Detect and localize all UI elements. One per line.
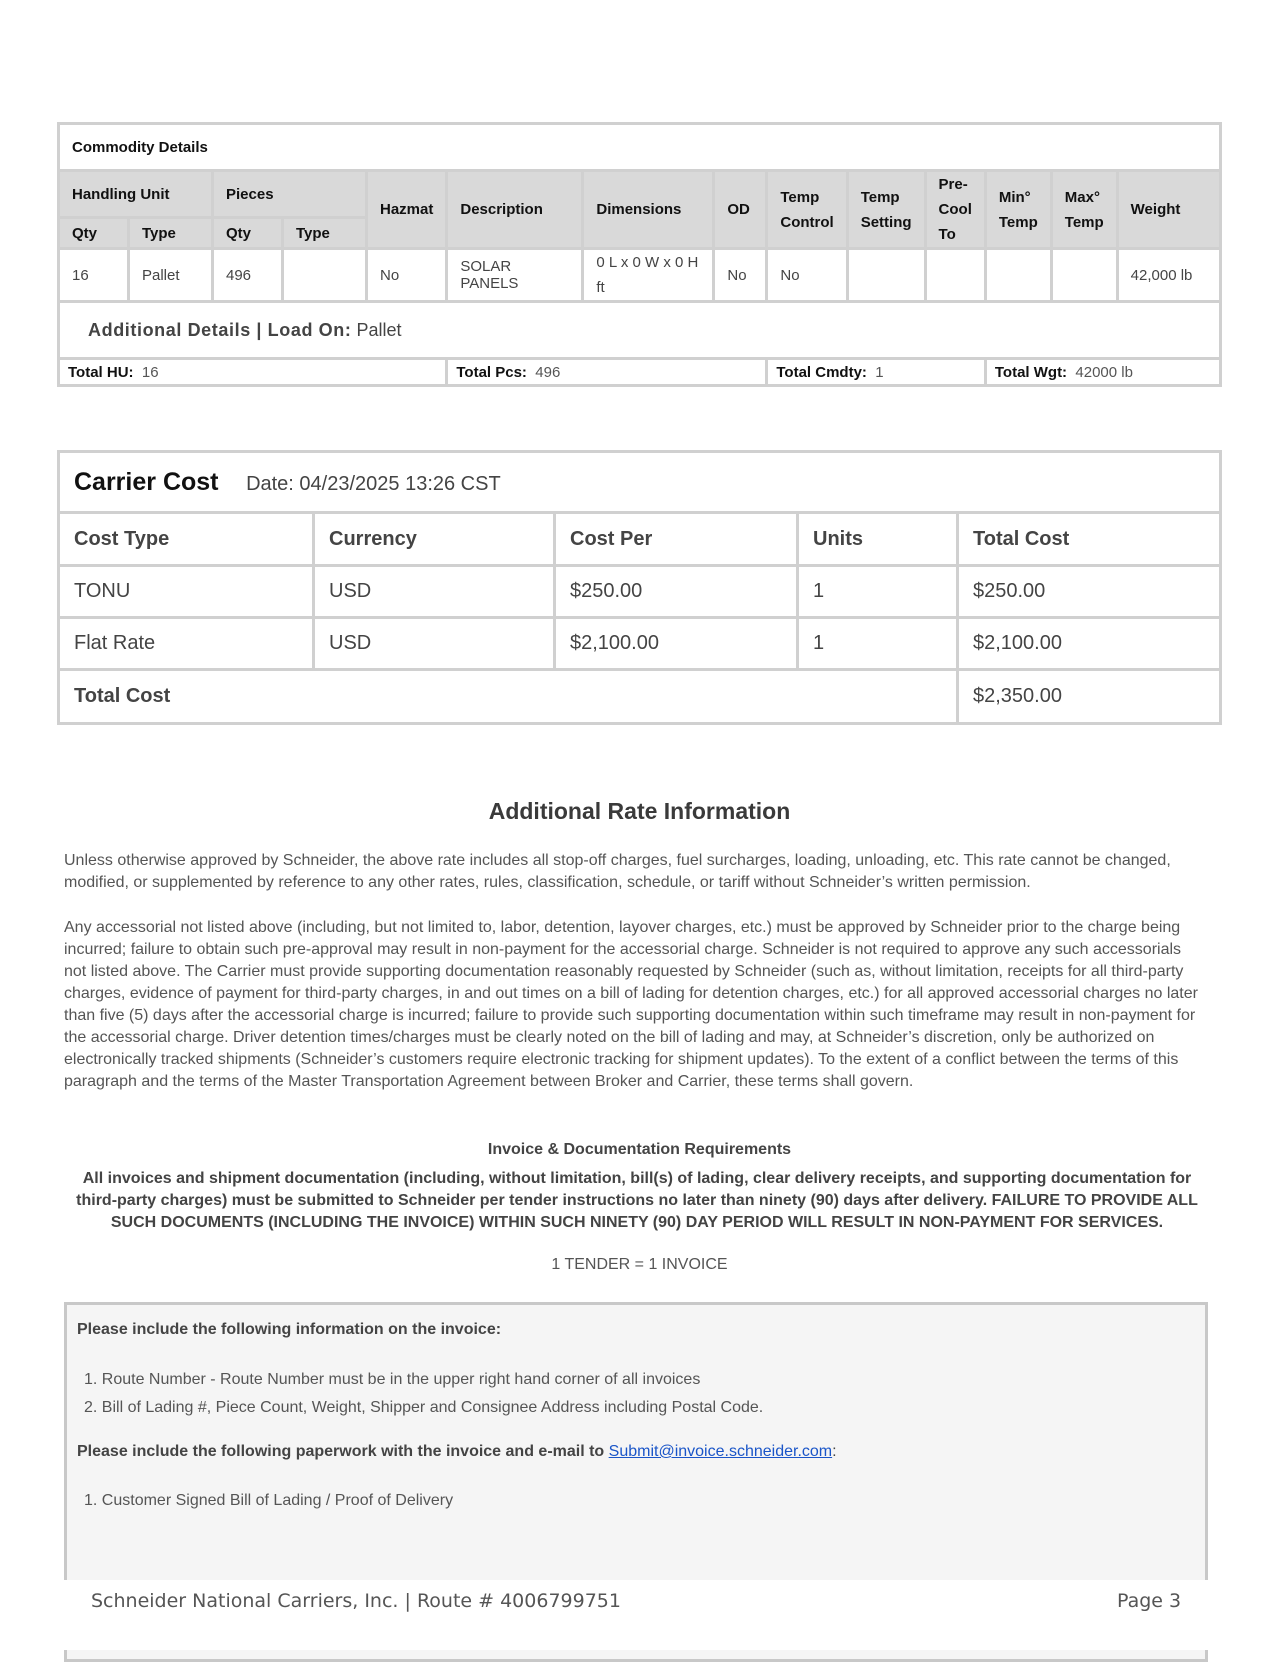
hu-qty-cell: 16: [59, 249, 129, 302]
rate-info-paragraph-1: Unless otherwise approved by Schneider, the above rate includes all stop-off charges, fuel surcharges, loading, unloading, etc. This rate cannot be changed, modified, or supplemented by reference to any other rates, rules, classification, schedule, or tariff without Schneider’s written permission.: [64, 852, 1171, 891]
page-footer: [0, 1580, 1275, 1650]
total-cost-label: Total Cost: [59, 670, 958, 724]
units-cell: 1: [798, 566, 958, 618]
header-max-temp: Max° Temp: [1051, 171, 1117, 249]
description-cell: SOLAR PANELS: [447, 249, 583, 302]
total-hu: Total HU: 16: [59, 359, 447, 386]
carrier-cost-table: [57, 450, 1222, 725]
rate-info-heading: Additional Rate Information: [488, 798, 791, 824]
commodity-details-table: [57, 122, 1222, 387]
currency-cell: USD: [314, 618, 555, 670]
carrier-cost-date: Date: 04/23/2025 13:26 CST: [246, 472, 501, 495]
carrier-cost-header: [59, 452, 1221, 513]
currency-cell: USD: [314, 566, 555, 618]
tender-invoice-line: 1 TENDER = 1 INVOICE: [551, 1256, 728, 1273]
col-cost-per: Cost Per: [555, 513, 798, 566]
commodity-title: Commodity Details: [59, 124, 1221, 171]
total-cmdty: Total Cmdty: 1: [767, 359, 986, 386]
header-pre-cool-to: Pre- Cool To: [925, 171, 985, 249]
table-row: [59, 566, 1221, 618]
list-item: 2. Bill of Lading #, Piece Count, Weight, Shipper and Consignee Address including Postal Code.: [84, 1399, 764, 1416]
header-pcs-type: Type: [283, 218, 367, 249]
weight-cell: 42,000 lb: [1117, 249, 1220, 302]
header-hazmat: Hazmat: [367, 171, 447, 249]
total-cost-cell: $250.00: [958, 566, 1221, 618]
list-item: 1. Customer Signed Bill of Lading / Proof of Delivery: [84, 1492, 454, 1509]
header-pieces: Pieces: [213, 171, 367, 218]
header-temp-control: Temp Control: [767, 171, 847, 249]
units-cell: 1: [798, 618, 958, 670]
invoice-requirements-text: All invoices and shipment documentation (including, without limitation, bill(s) of lading, clear delivery receipts, and supporting documentation for third-party charges) must be submitted to Schneider per tender instructions no later than ninety (90) days after delivery. FAILURE TO PROVIDE ALL SUCH DOCUMENTS (INCLUDING THE INVOICE) WITHIN SUCH NINETY (90) DAY PERIOD WILL RESULT IN NON-PAYMENT FOR SERVICES.: [76, 1170, 1198, 1231]
invoice-requirements-heading: Invoice & Documentation Requirements: [487, 1141, 792, 1158]
total-cost-cell: $2,100.00: [958, 618, 1221, 670]
max-temp-cell: [1051, 249, 1117, 302]
header-description: Description: [447, 171, 583, 249]
pre-cool-cell: [925, 249, 985, 302]
col-total-cost: Total Cost: [958, 513, 1221, 566]
temp-control-cell: No: [767, 249, 847, 302]
cost-per-cell: $250.00: [555, 566, 798, 618]
col-currency: Currency: [314, 513, 555, 566]
col-units: Units: [798, 513, 958, 566]
rate-info-paragraph-2: Any accessorial not listed above (including, but not limited to, labor, detention, layover charges, etc.) must be approved by Schneider prior to the charge being incurred; failure to obtain such pre-approval may result in non-payment for the accessorial charge. Schneider is not required to approve any such accessorials not listed above. The Carrier must provide supporting documentation reasonably requested by Schneider (such as, without limitation, receipts for all third-party charges, evidence of payment for third-party charges, in and out times on a bill of lading for detention charges, etc.) for all approved accessorial charges no later than five (5) days after the accessorial charge is incurred; failure to provide such supporting documentation within such timeframe may result in non-payment for the accessorial charge. Driver detention times/charges must be clearly noted on the bill of lading and may, at Schneider’s discretion, only be authorized on electronically tracked shipments (Schneider’s customers require electronic tracking for shipment updates). To the extent of a conflict between the terms of this paragraph and the terms of the Master Transportation Agreement between Broker and Carrier, these terms shall govern.: [64, 919, 1198, 1090]
pcs-qty-cell: 496: [213, 249, 283, 302]
header-temp-setting: Temp Setting: [847, 171, 925, 249]
total-pcs: Total Pcs: 496: [447, 359, 767, 386]
additional-details-label: Additional Details | Load On:: [88, 319, 352, 340]
cost-type-cell: TONU: [59, 566, 314, 618]
table-row: [59, 618, 1221, 670]
table-row: [59, 249, 1221, 302]
invoice-info-label: Please include the following information on the invoice:: [77, 1321, 502, 1338]
cost-per-cell: $2,100.00: [555, 618, 798, 670]
load-on-value: Pallet: [356, 319, 402, 340]
header-dimensions: Dimensions: [583, 171, 714, 249]
header-od: OD: [714, 171, 767, 249]
temp-setting-cell: [847, 249, 925, 302]
paperwork-label: Please include the following paperwork with the invoice and e-mail to Submit@invoice.schneider.com:: [77, 1443, 837, 1460]
total-wgt: Total Wgt: 42000 lb: [985, 359, 1220, 386]
footer-company-route: Schneider National Carriers, Inc. | Route # 4006799751: [91, 1590, 621, 1612]
od-cell: No: [714, 249, 767, 302]
header-hu-qty: Qty: [59, 218, 129, 249]
col-cost-type: Cost Type: [59, 513, 314, 566]
list-item: 1. Route Number - Route Number must be in the upper right hand corner of all invoices: [84, 1371, 701, 1388]
hu-type-cell: Pallet: [129, 249, 213, 302]
hazmat-cell: No: [367, 249, 447, 302]
pcs-type-cell: [283, 249, 367, 302]
cost-type-cell: Flat Rate: [59, 618, 314, 670]
header-min-temp: Min° Temp: [985, 171, 1051, 249]
footer-page-number: Page 3: [1117, 1590, 1182, 1612]
additional-details: [59, 302, 1221, 359]
carrier-cost-title: Carrier Cost: [74, 467, 219, 496]
header-handling-unit: Handling Unit: [59, 171, 213, 218]
email-link[interactable]: Submit@invoice.schneider.com: [608, 1443, 833, 1460]
header-hu-type: Type: [129, 218, 213, 249]
header-pcs-qty: Qty: [213, 218, 283, 249]
dimensions-cell: 0 L x 0 W x 0 H ft: [583, 249, 714, 302]
min-temp-cell: [985, 249, 1051, 302]
total-cost-value: $2,350.00: [958, 670, 1221, 724]
header-weight: Weight: [1117, 171, 1220, 249]
